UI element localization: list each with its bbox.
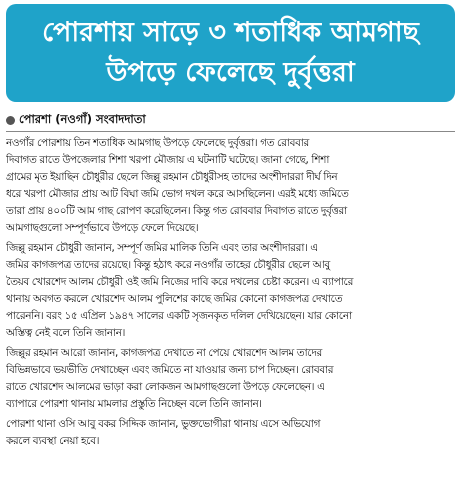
paragraph (6, 345, 455, 413)
byline-text: পোরশা (নওগাঁ) সংবাদদাতা (19, 111, 146, 126)
headline-line-1: পোরশায় সাড়ে ৩ শতাধিক আমগাছ (42, 17, 419, 48)
text-line: অস্তিত্ব নেই বলে তিনি জানান। (6, 327, 126, 339)
text-line: ধরে খরপা মৌজার প্রায় আট বিঘা জমি ভোগ দখল করে আসছিলেন। এরই মধ্যে জমিতে (6, 188, 349, 200)
text-line: নওগাঁর পোরশায় তিন শতাধিক আমগাছ উপড়ে ফেলেছে দুর্বৃত্তরা। গত রোববার (6, 137, 309, 149)
text-line: বিভিন্নভাবে ভয়ভীতি দেখাচ্ছেন এবং জমিতে না যাওয়ার জন্য চাপ দিচ্ছেন। রোববার (6, 364, 334, 376)
text-line: তৈয়ব খোরশেদ আলম চৌধুরী ওই জমি নিজের দাবি করে দখলের চেষ্টা করেন। এ ব্যাপারে (6, 276, 354, 288)
paragraph (6, 135, 455, 237)
text-line: পোরশা থানা ওসি আবু বকর সিদ্দিক জানান, ভুক্তভোগীরা থানায় এসে অভিযোগ (6, 418, 321, 430)
paragraph (6, 416, 455, 450)
byline (6, 112, 455, 128)
text-line: থানায় অবগত করলে খোরশেদ আলম পুলিশের কাছে জমির কোনো কাগজপত্র দেখাতে (6, 293, 343, 305)
text-line: রাতে খোরশেদ আলমের ভাড়া করা লোকজন আমগাছগুলো উপড়ে ফেলেছেন। এ (6, 381, 325, 393)
divider (6, 131, 455, 132)
text-line: করলে ব্যবস্থা নেয়া হবে। (6, 435, 100, 447)
text-line: তারা প্রায় ৪০০টি আম গাছ রোপণ করেছিলেন। কিন্তু গত রোববার দিবাগত রাতে দুর্বৃত্তরা (6, 205, 347, 217)
headline-banner (6, 4, 455, 102)
headline-line-2: উপড়ে ফেলেছে দুর্বৃত্তরা (106, 57, 355, 88)
text-line: জিল্লু রহমান চৌধুরী জানান, সম্পূর্ণ জমির মালিক তিনি এবং তার অংশীদাররা। এ (6, 242, 318, 254)
text-line: গ্রামের মৃত ইয়াছিন চৌধুরীর ছেলে জিল্লু রহমান চৌধুরীসহ তাদের অংশীদাররা দীর্ঘ দিন (6, 171, 338, 183)
bullet-icon (6, 116, 15, 125)
paragraph (6, 240, 455, 342)
text-line: জিল্লুর রহমান আরো জানান, কাগজপত্র দেখাতে না পেয়ে খোরশেদ আলম তাদের (6, 347, 322, 359)
article-body (6, 135, 455, 450)
text-line: জমির কাগজপত্র তাদের রয়েছে। কিন্তু হঠাৎ করে নওগাঁর তাহের চৌধুরীর ছেলে আবু (6, 259, 330, 271)
text-line: ব্যাপারে পোরশা থানায় মামলার প্রস্তুতি নিচ্ছেন বলে তিনি জানান। (6, 398, 262, 410)
text-line: পারেননি। বরং ১৫ এপ্রিল ১৯৪৭ সালের একটি সৃজনকৃত দলিল দেখিয়েছেন। যার কোনো (6, 310, 352, 322)
text-line: দিবাগত রাতে উপজেলার শিশা খরপা মৌজায় এ ঘটনাটি ঘটেছে। জানা গেছে, শিশা (6, 154, 330, 166)
text-line: আমগাছগুলো সম্পূর্ণভাবে উপড়ে ফেলে দিয়েছে। (6, 222, 199, 234)
